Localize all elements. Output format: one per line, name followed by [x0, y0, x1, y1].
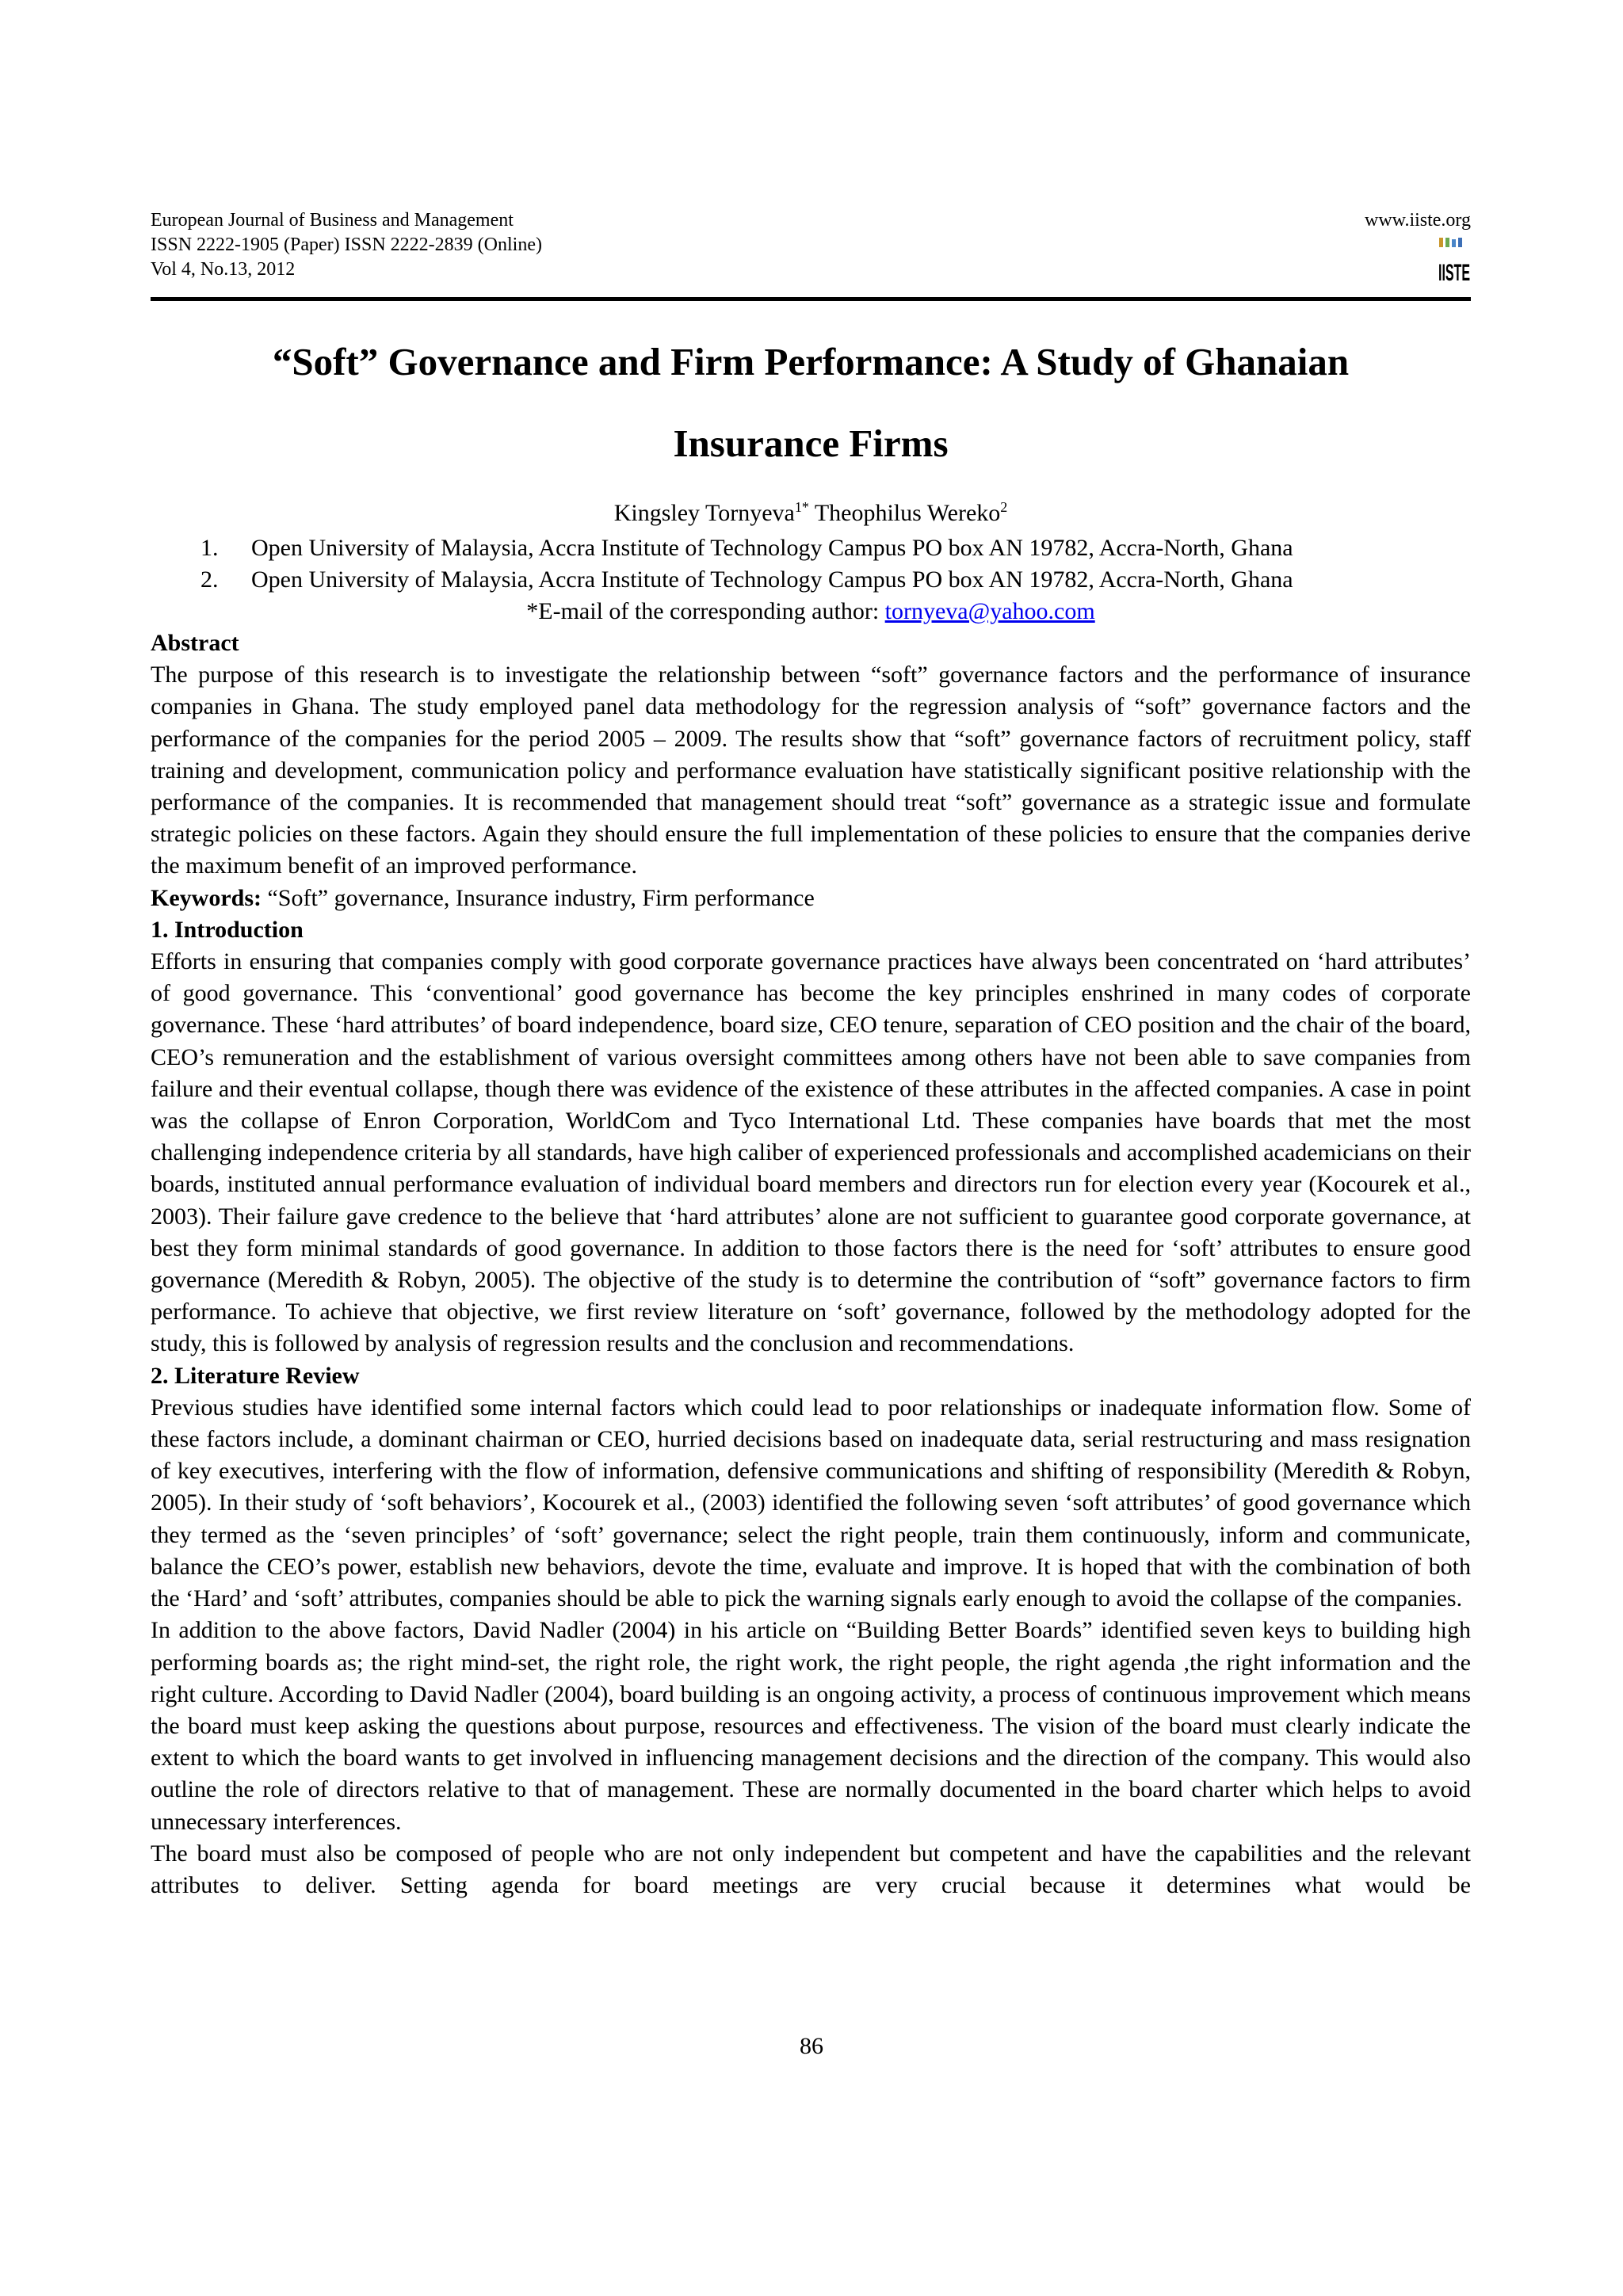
affiliation-number: 2.: [200, 566, 219, 593]
email-label: *E-mail of the corresponding author:: [526, 598, 885, 624]
affiliation-text: Open University of Malaysia, Accra Institute of Technology Campus PO box AN 19782, Accra-North, Ghana: [251, 535, 1293, 561]
corresponding-email: [151, 596, 1471, 627]
paragraph: The board must also be composed of people who are not only independent but competent and have the capabilities and the relevant attributes to deliver. Setting agenda for board meetings are very crucial because it determines what would be: [151, 1840, 1471, 1898]
iiste-logo: [1438, 235, 1471, 284]
affiliation-1: [200, 532, 1293, 564]
paragraph: Previous studies have identified some internal factors which could lead to poor relationships or inadequate information flow. Some of these factors include, a dominant chairman or CEO, hurried decisions based on inadequate data, serial restructuring and mass resignation of key executives, interfering with the flow of information, defensive communications and shifting of responsibility (Meredith & Robyn, 2005). In their study of ‘soft behaviors’, Kocourek et al., (2003) identified the following seven ‘soft attributes’ of good governance which they termed as the ‘seven principles’ of ‘soft’ governance; select the right people, train them continuously, inform and communicate, balance the CEO’s power, establish new behaviors, devote the time, evaluate and improve. It is hoped that with the combination of both the ‘Hard’ and ‘soft’ attributes, companies should be able to pick the warning signals early enough to avoid the collapse of the companies.: [151, 1394, 1471, 1612]
abstract-text: The purpose of this research is to investigate the relationship between “soft” governance factors and the performance of insurance companies in Ghana. The study employed panel data methodology for the regression analysis of “soft” governance factors and the performance of the companies for the period 2005 – 2009. The results show that “soft” governance factors of recruitment policy, staff training and development, communication policy and performance evaluation have statistically significant positive relationship with the performance of the companies. It is recommended that management should treat “soft” governance as a strategic issue and formulate strategic policies on these factors. Again they should ensure the full implementation of these policies to ensure that the companies derive the maximum benefit of an improved performance.: [151, 662, 1471, 879]
paper-body: [151, 627, 1471, 1901]
journal-name: European Journal of Business and Management: [151, 210, 514, 231]
author-1: Kingsley Tornyeva: [613, 500, 795, 526]
abstract-heading: Abstract: [151, 630, 239, 656]
author-2-sup: 2: [1000, 499, 1008, 515]
keywords-text: “Soft” governance, Insurance industry, Firm performance: [261, 884, 815, 911]
journal-website[interactable]: [1365, 208, 1471, 233]
journal-issn: ISSN 2222-1905 (Paper) ISSN 2222-2839 (Online): [151, 235, 542, 255]
affiliation-number: 1.: [200, 535, 219, 561]
title-line-2: Insurance Firms: [673, 421, 949, 465]
paragraph: Efforts in ensuring that companies comply with good corporate governance practices have always been concentrated on ‘hard attributes’ of good governance. This ‘conventional’ good governance has become the key principles enshrined in many codes of corporate governance. These ‘hard attributes’ of board independence, board size, CEO tenure, separation of CEO position and the chair of the board, CEO’s remuneration and the establishment of various oversight committees among others have not been able to save companies from failure and their eventual collapse, though there was evidence of the existence of these attributes in the affected companies. A case in point was the collapse of Enron Corporation, WorldCom and Tyco International Ltd. These companies have boards that met the most challenging independence criteria by all standards, have high caliber of experienced professionals and accomplished academicians on their boards, instituted annual performance evaluation of individual board members and directors run for election every year (Kocourek et al., 2003). Their failure gave credence to the believe that ‘hard attributes’ alone are not sufficient to guarantee good corporate governance, at best they form minimal standards of good governance. In addition to those factors there is the need for ‘soft’ attributes to ensure good governance (Meredith & Robyn, 2005). The objective of the study is to determine the contribution of “soft” governance factors to firm performance. To achieve that objective, we first review literature on ‘soft’ governance, followed by the methodology adopted for the study, this is followed by analysis of regression results and the conclusion and recommendations.: [151, 948, 1471, 1357]
section-heading-introduction: 1. Introduction: [151, 916, 304, 943]
journal-volume: Vol 4, No.13, 2012: [151, 259, 296, 280]
keywords: [151, 883, 1471, 914]
paper-title: [151, 321, 1471, 484]
affiliation-2: [200, 564, 1293, 596]
affiliation-text: Open University of Malaysia, Accra Institute of Technology Campus PO box AN 19782, Accra-North, Ghana: [251, 566, 1293, 593]
website-text: www.iiste.org: [1365, 210, 1471, 231]
header-rule: [151, 297, 1471, 301]
section-heading-literature-review: 2. Literature Review: [151, 1362, 360, 1389]
email-link[interactable]: tornyeva@yahoo.com: [884, 598, 1095, 624]
paragraph: In addition to the above factors, David Nadler (2004) in his article on “Building Better Boards” identified seven keys to building high performing boards as; the right mind-set, the right role, the right work, the right people, the right agenda ,the right information and the right culture. According to David Nadler (2004), board building is an ongoing activity, a process of continuous improvement which means the board must keep asking the questions about purpose, resources and effectiveness. The vision of the board must clearly indicate the extent to which the board wants to get involved in influencing management decisions and the direction of the company. This would also outline the role of directors relative to that of management. These are normally documented in the board charter which helps to avoid unnecessary interferences.: [151, 1617, 1471, 1835]
author-2: Theophilus Wereko: [814, 500, 1001, 526]
author-line: [151, 498, 1471, 529]
author-1-sup: 1*: [794, 499, 809, 515]
journal-header: [151, 208, 542, 282]
svg-text:IISTE: IISTE: [1438, 260, 1470, 286]
page-number: 86: [800, 2033, 823, 2059]
title-line-1: “Soft” Governance and Firm Performance: A Study of Ghanaian: [272, 340, 1350, 383]
keywords-label: Keywords:: [151, 884, 262, 911]
